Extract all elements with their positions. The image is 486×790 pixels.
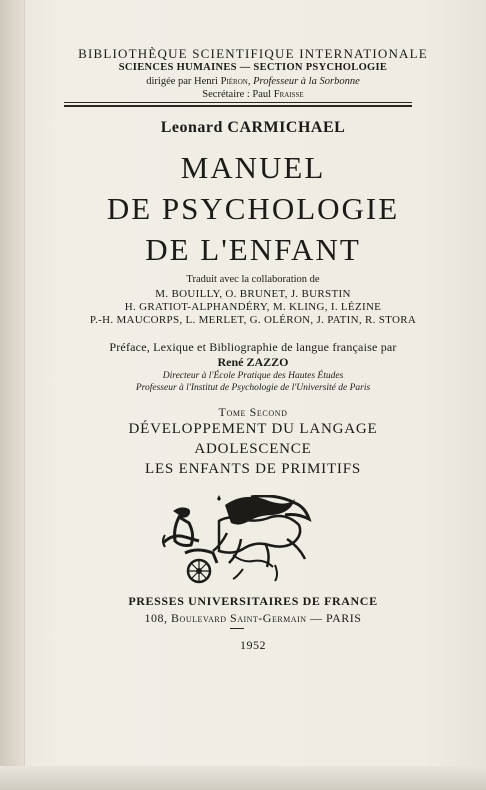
preface-line: Préface, Lexique et Bibliographie de langue française par [109,340,397,354]
double-rule-top [64,102,412,103]
director-prefix: dirigée par Henri [146,76,221,87]
director-line [30,76,476,87]
volume-label: Tome Second [218,405,288,419]
title-line-2: DE PSYCHOLOGIE [106,191,400,226]
preface-author-role-2: Professeur à l'Institut de Psychologie de l'Université de Paris [135,383,371,393]
preface-author-role-1: Directeur à l'École Pratique des Hautes Études [162,371,344,381]
preface-author: René ZAZZO [217,355,289,369]
title-line-3: DE L'ENFANT [145,232,361,267]
short-rule [230,628,244,629]
director-role: , Professeur à la Sorbonne [247,76,360,87]
page-edge [0,0,25,790]
double-rule-bottom [64,105,412,107]
secretary-name: Fraisse [273,89,304,100]
publication-year: 1952 [240,638,266,652]
page-bottom-shadow [0,766,486,790]
secretary-line [30,89,476,100]
secretary-prefix: Secrétaire : Paul [202,89,274,100]
publisher-name: PRESSES UNIVERSITAIRES DE FRANCE [128,594,378,608]
collaboration-intro: Traduit avec la collaboration de [186,274,320,285]
author-first-name: Leonard [160,119,223,136]
director-name: Piéron [220,76,248,87]
chariot-emblem-icon [155,495,320,592]
publisher-address: 108, Boulevard Saint-Germain — PARIS [144,611,362,625]
title-line-1: MANUEL [180,150,326,185]
volume-subject-3: LES ENFANTS DE PRIMITIFS [144,461,362,477]
collaborators-line-3: P.-H. MAUCORPS, L. MERLET, G. OLÉRON, J. PATIN, R. STORA [89,314,417,326]
volume-subject-1: DÉVELOPPEMENT DU LANGAGE [128,421,378,437]
collaborators-line-1: M. BOUILLY, O. BRUNET, J. BURSTIN [155,288,351,300]
collection-title: BIBLIOTHÈQUE SCIENTIFIQUE INTERNATIONALE [78,46,428,61]
collaborators-line-2: H. GRATIOT-ALPHANDÉRY, M. KLING, I. LÉZINE [124,301,382,313]
author-last-name: CARMICHAEL [227,119,346,136]
author-line [30,119,476,137]
section-title: SCIENCES HUMAINES — SECTION PSYCHOLOGIE [118,62,388,73]
volume-subject-2: ADOLESCENCE [194,441,312,457]
